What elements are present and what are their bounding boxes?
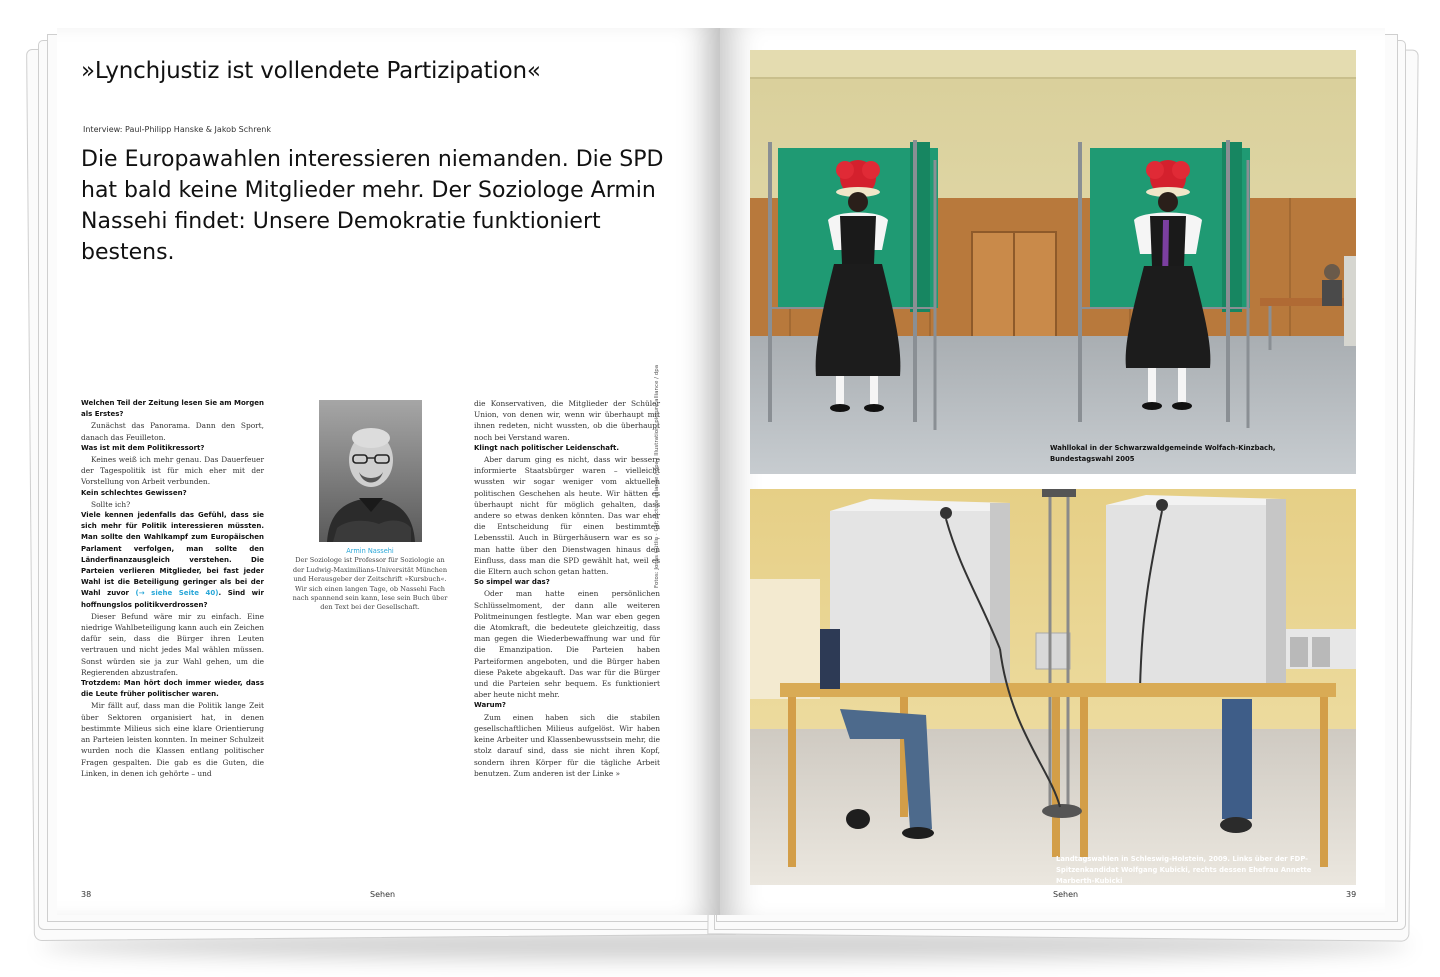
running-footer-left: Sehen — [370, 890, 396, 899]
answer: Zum einen haben sich die stabilen gesellschaftlichen Milieus aufgelöst. Wir haben keine Arbeiter und Klassenbewusstsein mehr, die stolz darauf sind, dass sie nicht ihren Kopf, sondern ihren Körper für die tägliche Arbeit benutzen. Zum anderen ist der Linke » — [474, 712, 660, 778]
article-lead: Die Europawahlen interessieren niemanden. Die SPD hat bald keine Mitglieder mehr. Der Soziologe Armin Nassehi findet: Unsere Demokratie funktioniert bestens. — [81, 147, 664, 265]
interview-byline: Interview: Paul-Philipp Hanske & Jakob Schrenk — [83, 125, 271, 134]
cross-reference-link[interactable]: (→ siehe Seite 40) — [135, 589, 219, 598]
portrait-caption — [291, 547, 449, 613]
running-footer-right: Sehen — [1053, 890, 1079, 899]
answer: Zunächst das Panorama. Dann den Sport, danach das Feuilleton. — [81, 421, 264, 442]
question: Kein schlechtes Gewissen? — [81, 488, 187, 497]
portrait-photo — [319, 400, 422, 542]
photo-1-caption: Wahllokal in der Schwarzwaldgemeinde Wolfach-Kinzbach, Bundestagswahl 2005 — [1050, 444, 1276, 463]
page-number-right: 39 — [1346, 890, 1357, 899]
question-text-end: . Sind wir hoffnungslos politikverdrossen? — [81, 589, 264, 609]
question: Warum? — [474, 701, 506, 710]
question: Welchen Teil der Zeitung lesen Sie am Morgen als Erstes? — [81, 399, 264, 419]
portrait-caption-text: Der Soziologe ist Professor für Soziologie an der Ludwig-Maximilians-Universität München und Herausgeber der Zeitschrift »Kursbuch«. Wir sich einen langen Tage, ob Nassehi Fach nach spannend sein kann, lese sein Buch über den Text bei der Gesellschaft. — [292, 556, 448, 612]
question: Klingt nach politischer Leidenschaft. — [474, 443, 620, 452]
answer: Oder man hatte einen persönlichen Schlüsselmoment, der dann alle weiteren Politmeinungen festlegte. Man war eben gegen die Atomkraft, die bedeutete gleichzeitig, dass man gegen die Wiederbewaffnung war und für die Emanzipation. Die Parteien haben Parteiformen angeboten, und die Bürger haben diese Pakete abgekauft. Das war für die Bürger und die Parteien sehr bequem. Es funktioniert aber heute nicht mehr. — [474, 589, 660, 700]
portrait-illustration — [319, 400, 422, 542]
photo-2-caption: Landtagswahlen in Schleswig-Holstein, 2009. Links über der FDP-Spitzenkandidat Wolfgang Kubicki, rechts dessen Ehefrau Annette Marberth-Kubicki — [1056, 855, 1312, 885]
text-column-3 — [474, 398, 660, 779]
polling-booth-photo-2 — [750, 489, 1356, 885]
text-column-1 — [81, 398, 264, 779]
question: Was ist mit dem Politikressort? — [81, 443, 205, 452]
right-page — [720, 28, 1385, 915]
polling-booth-photo-1 — [750, 50, 1356, 474]
portrait-caption-name: Armin Nassehi — [346, 547, 394, 555]
page-number-left: 38 — [81, 890, 92, 899]
question-block — [81, 510, 264, 611]
answer: Aber darum ging es nicht, dass wir bessere informierte Staatsbürger waren – vielleicht wussten wir sogar weniger vom aktuellen politischen Geschehen als heute. Wir hätten es überhaupt nicht für möglich gehalten, dass andere so etwas denken könnten. Das war eher die Entscheidung für einen bestimmten Lebensstil. Auch in Bürgerhäusern war es so – man hatte über den Dienstwagen hinaus den Einfluss, dass man die SPD gewählt hat, weil es die Eltern auch schon getan hatten. — [474, 455, 660, 577]
answer: Dieser Befund wäre mir zu einfach. Eine niedrige Wahlbeteiligung kann auch ein Zeichen dafür sein, dass die Bürger ihren Leuten vertrauen und nicht jedes Mal wählen müssen. Sonst würden sie ja zur Wahl gehen, um die Regierenden abzustrafen. — [81, 611, 264, 677]
polling-booth-illustration-1 — [750, 50, 1356, 474]
photo-credit: Fotos: Jonas Gütlin · Gsf; picture alliance / dpa · Illustration: picture alliance / dpa — [654, 364, 660, 588]
answer: die Konservativen, die Mitglieder der Schüler Union, von denen wir, wenn wir überhaupt mit ihnen redeten, nicht wussten, ob die überhaupt noch bei Verstand waren. — [474, 399, 660, 442]
question: Trotzdem: Man hört doch immer wieder, dass die Leute früher politischer waren. — [81, 679, 264, 699]
answer: Mir fällt auf, dass man die Politik lange Zeit über Sektoren organisiert hat, in denen bestimmte Milieus sich eine klare Orientierung an Parteien leisten konnten. In meiner Schulzeit wurden noch die Klassen entlang politischer Fragen gespalten. Die gab es die Guten, die Linken, in denen ich gehörte – und — [81, 701, 264, 778]
answer: Sollte ich? — [91, 499, 131, 509]
polling-booth-illustration-2 — [750, 489, 1356, 885]
answer: Keines weiß ich mehr genau. Das Dauerfeuer der Tagespolitik ist für mich eher mit der Vorstellung von Arbeit verbunden. — [81, 455, 264, 487]
left-page — [57, 28, 720, 915]
question-text: Viele kennen jedenfalls das Gefühl, dass sie sich mehr für Politik interessieren müssten. Man sollte den Wahlkampf zum Europäischen Parlament verfolgen, man sollte den Länderfinanzausgleich verstehen. Die Parteien verlieren Mitglieder, bei fast jeder Wahl ist die Beteiligung geringer als bei der Wahl zuvor — [81, 511, 264, 598]
article-title: »Lynchjustiz ist vollendete Partizipation« — [81, 58, 541, 84]
question: So simpel war das? — [474, 578, 550, 587]
